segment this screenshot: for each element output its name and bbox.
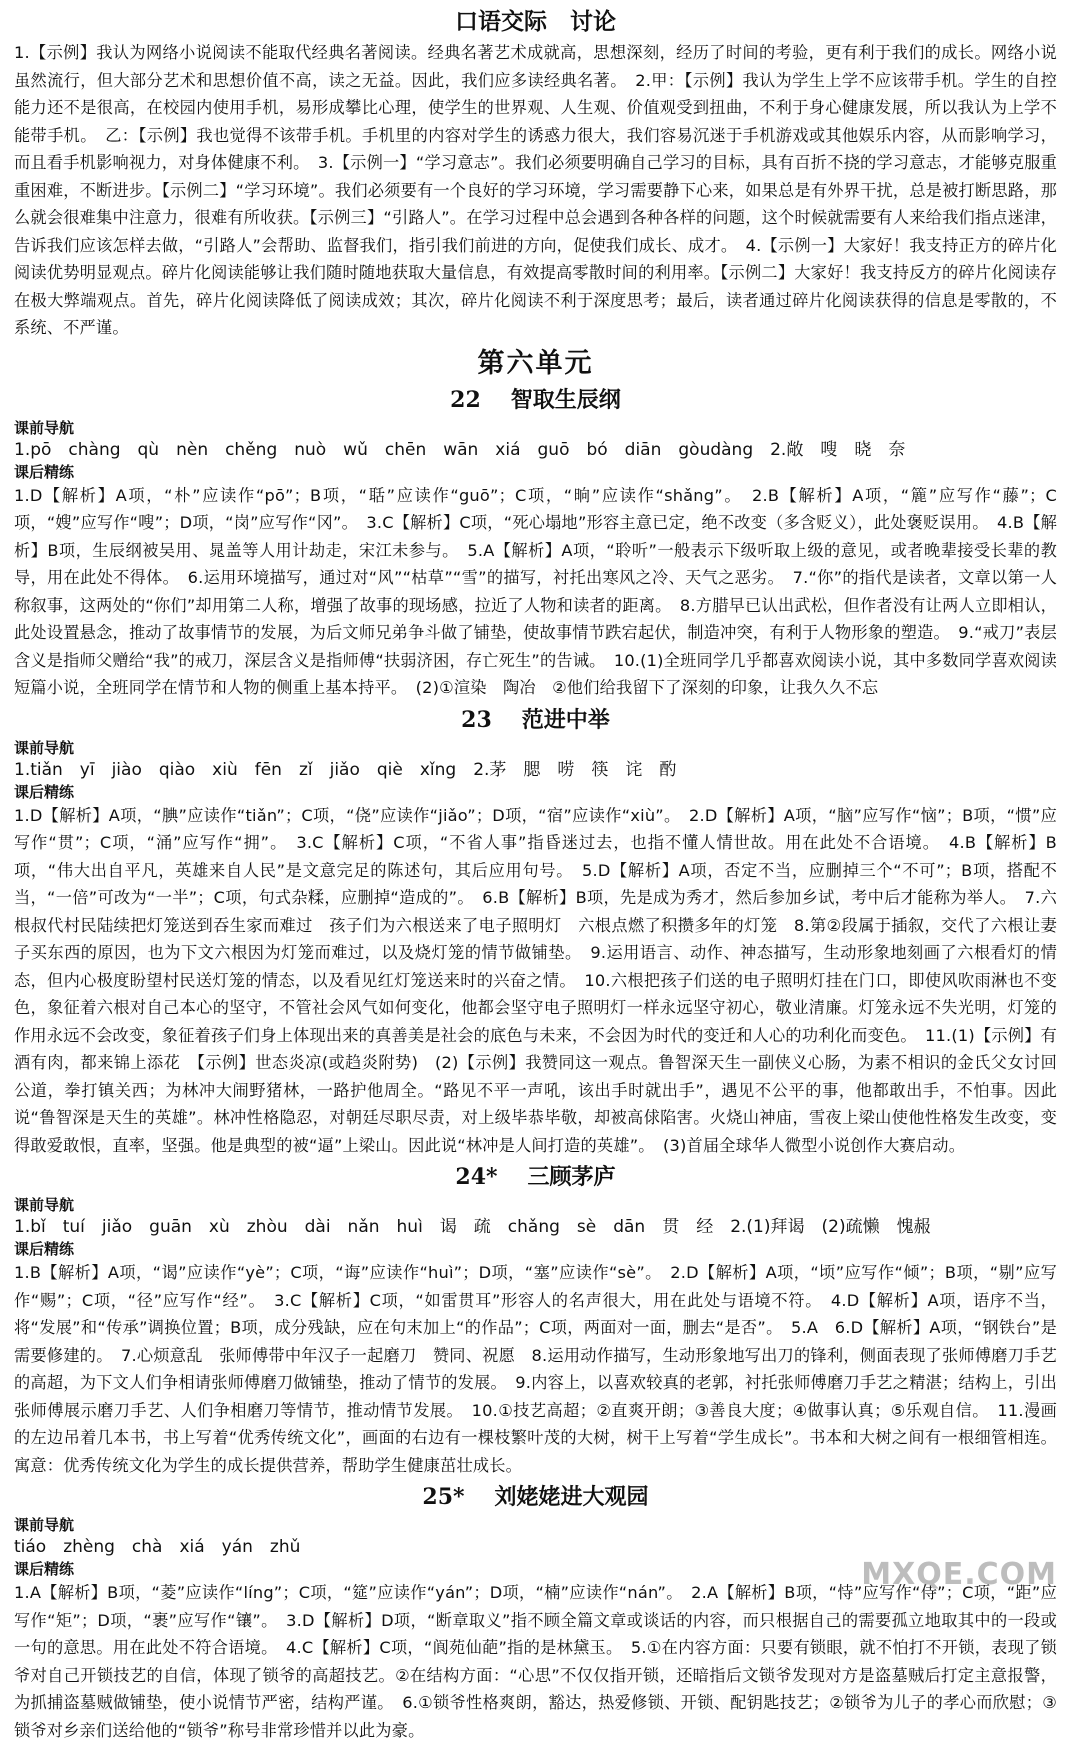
lesson-title	[14, 1481, 1057, 1513]
answer-page	[14, 6, 1057, 1744]
post-label: 课后精练	[14, 782, 75, 801]
watermark: MXQE.COM	[861, 1557, 1057, 1592]
post-label: 课后精练	[14, 462, 75, 481]
pre-answers: 1.pō chàng qù nèn chěng nuò wǔ chēn wān xiá guō bó diān gòudàng 2.敞 嗖 晓 奈	[14, 439, 906, 460]
pre-answers: tiáo zhèng chà xiá yán zhǔ	[14, 1537, 301, 1557]
pre-label: 课前导航	[14, 1516, 75, 1534]
pre-answers: 1.bǐ tuí jiǎo guān xù zhòu dài nǎn huì 谒 疏 chǎng sè dān 贯 经 2.(1)拜谒 (2)疏懒 愧赧	[14, 1217, 931, 1237]
post-answers: 1.D【解析】A项，“腆”应读作“tiǎn”；C项，“侥”应读作“jiǎo”；D项，“宿”应读作“xiù”。 2.D【解析】A项，“脑”应写作“恼”；B项，“惯”应写作“贯”；C项，“涌”应写作“拥”。 3.C【解析】C项，“不省人事”指昏迷过去，也指不懂人情世故。用在此处不合语境。 4.B【解析】B项，“伟大出自平凡，英雄来自人民”是文意完足的陈述句，其后应用句号。 5.D【解析】A项，否定不当，应删掉三个“不可”；B项，搭配不当，“一倍”可改为“一半”；C项，句式杂糅，应删掉“造成的”。 6.B【解析】B项，先是成为秀才，然后参加乡试，考中后才能称为举人。 7.六根叔代村民陆续把灯笼送到吞生家而难过 孩子们为六根送来了电子照明灯 六根点燃了积攒多年的灯笼 8.第②段属于插叙，交代了六根让妻子买东西的原因，也为下文六根因为灯笼而难过，以及烧灯笼的情节做铺垫。 9.运用语言、动作、神态描写，生动形象地刻画了六根看灯的情态，但内心极度盼望村民送灯笼的情态，以及看见红灯笼送来时的兴奋之情。 10.六根把孩子们送的电子照明灯挂在门口，即使风吹雨淋也不变色，象征着六根对自己本心的坚守，不管社会风气如何变化，他都会坚守电子照明灯一样永远坚守初心，敬业清廉。灯笼永远不失光明，灯笼的作用永远不会改变，象征着孩子们身上体现出来的真善美是社会的底色与未来，不会因为时代的变迁和人心的功利化而变色。 11.(1)【示例】有酒有肉，都来锦上添花 【示例】世态炎凉(或趋炎附势) (2)【示例】我赞同这一观点。鲁智深天生一副侠义心肠，为素不相识的金氏父女讨回公道，拳打镇关西；为林冲大闹野猪林，一路护他周全。“路见不平一声吼，该出手时就出手”，遇见不公平的事，他都敢出手，不怕事。因此说“鲁智深是天生的英雄”。林冲性格隐忍，对朝廷尽职尽责，对上级毕恭毕敬，却被高俅陷害。火烧山神庙，雪夜上梁山使他性格发生改变，变得敢爱敢恨，直率，坚强。他是典型的被“逼”上梁山。因此说“林冲是人间打造的英雄”。 (3)首届全球华人微型小说创作大赛启动。	[14, 805, 1057, 1155]
lesson-name: 智取生辰纲	[510, 386, 621, 413]
pre-label: 课前导航	[14, 1196, 75, 1214]
post-answers: 1.B【解析】A项，“谒”应读作“yè”；C项，“诲”应读作“huì”；D项，“塞”应读作“sè”。 2.D【解析】A项，“顷”应写作“倾”；B项，“剔”应写作“赐”；C项，“径”应写作“经”。 3.C【解析】C项，“如雷贯耳”形容人的名声很大，用在此处与语境不符。 4.D【解析】A项，语序不当，将“发展”和“传承”调换位置；B项，成分残缺，应在句末加上“的作品”；C项，两面对一面，删去“是否”。 5.A 6.D【解析】A项，“钢铁台”是需要修建的。 7.心烦意乱 张师傅带中年汉子一起磨刀 赞同、祝愿 8.运用动作描写，生动形象地写出刀的锋利，侧面表现了张师傅磨刀手艺的高超，为下文人们争相请张师傅磨刀做铺垫，推动了情节的发展。 9.内容上，以喜欢较真的老郭，衬托张师傅磨刀手艺之精湛；结构上，引出张师傅展示磨刀手艺、人们争相磨刀等情节，推动情节发展。 10.①技艺高超；②直爽开朗；③善良大度；④做事认真；⑤乐观自信。 11.漫画的左边吊着几本书，书上写着“优秀传统文化”，画面的右边有一棵枝繁叶茂的大树，树干上写着“学生成长”。书本和大树之间有一根细管相连。寓意：优秀传统文化为学生的成长提供营养，帮助学生健康茁壮成长。	[14, 1263, 1057, 1475]
post-label: 课后精练	[14, 1240, 75, 1258]
oral-answers: 1.【示例】我认为网络小说阅读不能取代经典名著阅读。经典名著艺术成就高，思想深刻，经历了时间的考验，更有利于我们的成长。网络小说虽然流行，但大部分艺术和思想价值不高，读之无益。因此，我们应多读经典名著。 2.甲：【示例】我认为学生上学不应该带手机。学生的自控能力还不是很高，在校园内使用手机，易形成攀比心理，使学生的世界观、人生观、价值观受到扭曲，不利于身心健康发展，所以我认为上学不能带手机。 乙：【示例】我也觉得不该带手机。手机里的内容对学生的诱惑力很大，我们容易沉迷于手机游戏或其他娱乐内容，从而影响学习，而且看手机影响视力，对身体健康不利。 3.【示例一】“学习意志”。我们必须要明确自己学习的目标，具有百折不挠的学习意志，才能够克服重重困难，不断进步。【示例二】“学习环境”。我们必须要有一个良好的学习环境，学习需要静下心来，如果总是有外界干扰，总是被打断思路，那么就会很难集中注意力，很难有所收获。【示例三】“引路人”。在学习过程中总会遇到各种各样的问题，这个时候就需要有人来给我们指点迷津，告诉我们应该怎样去做，“引路人”会帮助、监督我们，指引我们前进的方向，促使我们成长、成才。 4.【示例一】大家好！我支持正方的碎片化阅读优势明显观点。碎片化阅读能够让我们随时随地获取大量信息，有效提高零散时间的利用率。【示例二】大家好！我支持反方的碎片化阅读存在极大弊端观点。首先，碎片化阅读降低了阅读成效；其次，碎片化阅读不利于深度思考；最后，读者通过碎片化阅读获得的信息是零散的，不系统、不严谨。	[14, 43, 1057, 337]
lesson-name: 范进中举	[521, 706, 610, 733]
lesson-number: 22	[450, 386, 481, 413]
post-answers: 1.D【解析】A项，“朴”应读作“pō”；B项，“聒”应读作“guō”；C项，“晌”应读作“shǎng”。 2.B【解析】A项，“簏”应写作“藤”；C项，“嫂”应写作“嗖”；D项，“岗”应写作“冈”。 3.C【解析】C项，“死心塌地”形容主意已定，绝不改变（多含贬义），此处褒贬误用。 4.B【解析】B项，生辰纲被吴用、晁盖等人用计劫走，宋江未参与。 5.A【解析】A项，“聆听”一般表示下级听取上级的意见，或者晚辈接受长辈的教导，用在此处不得体。 6.运用环境描写，通过对“风”“枯草”“雪”的描写，衬托出寒风之冷、天气之恶劣。 7.“你”的指代是读者，文章以第一人称叙事，这两处的“你们”却用第二人称，增强了故事的现场感，拉近了人物和读者的距离。 8.方腊早已认出武松，但作者没有让两人立即相认，此处设置悬念，推动了故事情节的发展，为后文师兄弟争斗做了铺垫，使故事情节跌宕起伏，制造冲突，有利于人物形象的塑造。 9.“戒刀”表层含义是指师父赠给“我”的戒刀，深层含义是指师傅“扶弱济困，存亡死生”的告诫。 10.(1)全班同学几乎都喜欢阅读小说，其中多数同学喜欢阅读短篇小说，全班同学在情节和人物的侧重上基本持平。 (2)①渲染 陶冶 ②他们给我留下了深刻的印象，让我久久不忘	[14, 485, 1057, 697]
unit-title: 第六单元	[477, 347, 594, 379]
pre-label: 课前导航	[14, 738, 75, 757]
lesson-number: 24*	[455, 1164, 498, 1190]
lesson-title	[14, 384, 1057, 416]
lesson-number: 23	[461, 706, 492, 733]
post-label: 课后精练	[14, 1560, 75, 1578]
lesson-title	[14, 1161, 1057, 1193]
lesson-name: 刘姥姥进大观园	[494, 1484, 649, 1510]
lesson-number: 25*	[422, 1484, 465, 1510]
pre-answers: 1.tiǎn yī jiào qiào xiù fēn zǐ jiǎo qiè xǐng 2.茅 腮 唠 筷 诧 酌	[14, 759, 677, 780]
section-title-oral: 口语交际 讨论	[455, 8, 616, 35]
lesson-title	[14, 704, 1057, 736]
post-answers: 1.A【解析】B项，“菱”应读作“líng”；C项，“筵”应读作“yán”；D项，“楠”应读作“nán”。 2.A【解析】B项，“恃”应写作“侍”；C项，“距”应写作“矩”；D项，“裹”应写作“镶”。 3.D【解析】D项，“断章取义”指不顾全篇文章或谈话的内容，而只根据自己的需要孤立地取其中的一段或一句的意思。用在此处不符合语境。 4.C【解析】C项，“阆苑仙葩”指的是林黛玉。 5.①在内容方面：只要有锁眼，就不怕打不开锁，表现了锁爷对自己开锁技艺的自信，体现了锁爷的高超技艺。②在结构方面：“心思”不仅仅指开锁，还暗指后文锁爷发现对方是盗墓贼后打定主意报警，为抓捕盗墓贼做铺垫，使小说情节严密，结构严谨。 6.①锁爷性格爽朗，豁达，热爱修锁、开锁、配钥匙技艺；②锁爷为儿子的孝心而欣慰；③锁爷对乡亲们送给他的“锁爷”称号非常珍惜并以此为豪。	[14, 1583, 1057, 1740]
pre-label: 课前导航	[14, 418, 75, 437]
lesson-name: 三顾茅庐	[527, 1164, 616, 1190]
